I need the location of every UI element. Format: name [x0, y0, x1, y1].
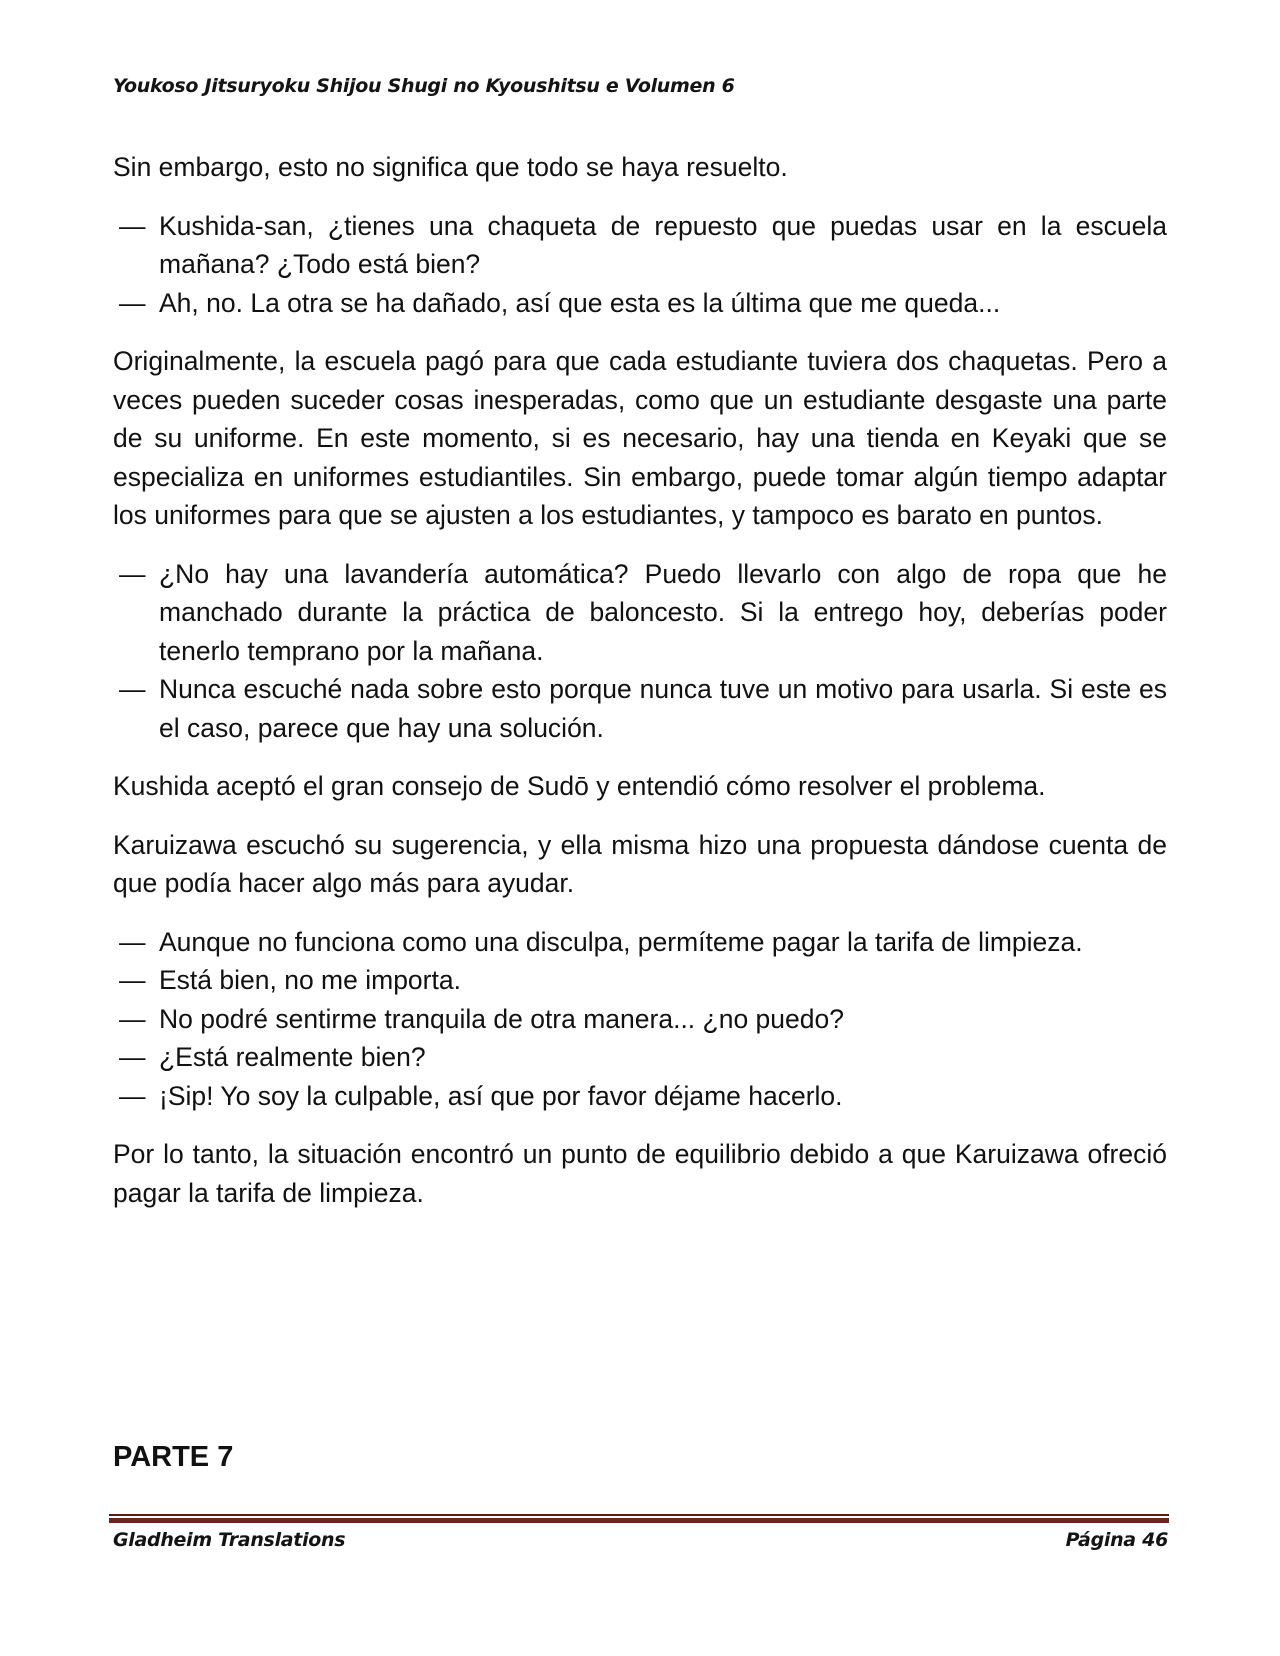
dialogue-text: ¡Sip! Yo soy la culpable, así que por favor déjame hacerlo. — [159, 1080, 843, 1111]
footer-rule-thin — [109, 1514, 1169, 1516]
paragraph: Karuizawa escuchó su sugerencia, y ella misma hizo una propuesta dándose cuenta de que podía hacer algo más para ayudar. — [113, 829, 1167, 898]
section-heading: PARTE 7 — [113, 1441, 234, 1473]
dialogue-text: ¿No hay una lavandería automática? Puedo llevarlo con algo de ropa que he manchado durante la práctica de baloncesto. Si la entrego hoy, deberías poder tenerlo temprano por la mañana. — [159, 558, 1167, 666]
body-text — [113, 148, 1167, 1232]
dialogue-dash: — — [119, 1003, 146, 1034]
dialogue-line — [113, 670, 1167, 747]
footer-rule-thick — [109, 1518, 1169, 1523]
dialogue-line — [113, 284, 1167, 323]
dialogue-line — [113, 961, 1167, 1000]
dialogue-text: Está bien, no me importa. — [159, 965, 461, 995]
dialogue-dash: — — [119, 210, 146, 241]
dialogue-dash: — — [119, 965, 146, 995]
dialogue-line — [113, 1000, 1167, 1039]
dialogue-line — [113, 207, 1167, 284]
dialogue-dash: — — [119, 1042, 146, 1072]
dialogue-block — [113, 923, 1167, 1116]
dialogue-dash: — — [119, 926, 146, 957]
paragraph: Sin embargo, esto no significa que todo se haya resuelto. — [113, 152, 788, 182]
dialogue-block — [113, 207, 1167, 323]
dialogue-text: Ah, no. La otra se ha dañado, así que esta es la última que me queda... — [159, 287, 1001, 318]
dialogue-dash: — — [119, 558, 146, 589]
footer-rule — [109, 1514, 1169, 1524]
dialogue-text: Kushida-san, ¿tienes una chaqueta de repuesto que puedas usar en la escuela mañana? ¿Todo está bien? — [159, 210, 1167, 279]
paragraph: Por lo tanto, la situación encontró un punto de equilibrio debido a que Karuizawa ofreció pagar la tarifa de limpieza. — [113, 1139, 1167, 1208]
paragraph: Kushida aceptó el gran consejo de Sudō y entendió cómo resolver el problema. — [113, 771, 1046, 801]
paragraph: Originalmente, la escuela pagó para que cada estudiante tuviera dos chaquetas. Pero a veces pueden suceder cosas inesperadas, como que un estudiante desgaste una parte de su uniforme. En este momento, si es necesario, hay una tienda en Keyaki que se especializa en uniformes estudiantiles. Sin embargo, puede tomar algún tiempo adaptar los uniformes para que se ajusten a los estudiantes, y tampoco es barato en puntos. — [113, 346, 1167, 530]
dialogue-text: No podré sentirme tranquila de otra manera... ¿no puedo? — [159, 1003, 844, 1034]
dialogue-line — [113, 923, 1167, 962]
dialogue-text: ¿Está realmente bien? — [159, 1042, 426, 1072]
dialogue-text: Aunque no funciona como una disculpa, permíteme pagar la tarifa de limpieza. — [159, 926, 1083, 957]
dialogue-dash: — — [119, 1080, 146, 1111]
footer-credit: Gladheim Translations — [113, 1529, 346, 1551]
dialogue-dash: — — [119, 287, 146, 318]
running-header: Youkoso Jitsuryoku Shijou Shugi no Kyoushitsu e Volumen 6 — [113, 75, 735, 97]
page-number: Página 46 — [1065, 1529, 1168, 1551]
dialogue-line — [113, 1038, 1167, 1077]
dialogue-line — [113, 1077, 1167, 1116]
dialogue-text: Nunca escuché nada sobre esto porque nunca tuve un motivo para usarla. Si este es el caso, parece que hay una solución. — [159, 674, 1167, 743]
dialogue-block — [113, 555, 1167, 748]
dialogue-line — [113, 555, 1167, 671]
dialogue-dash: — — [119, 674, 146, 704]
